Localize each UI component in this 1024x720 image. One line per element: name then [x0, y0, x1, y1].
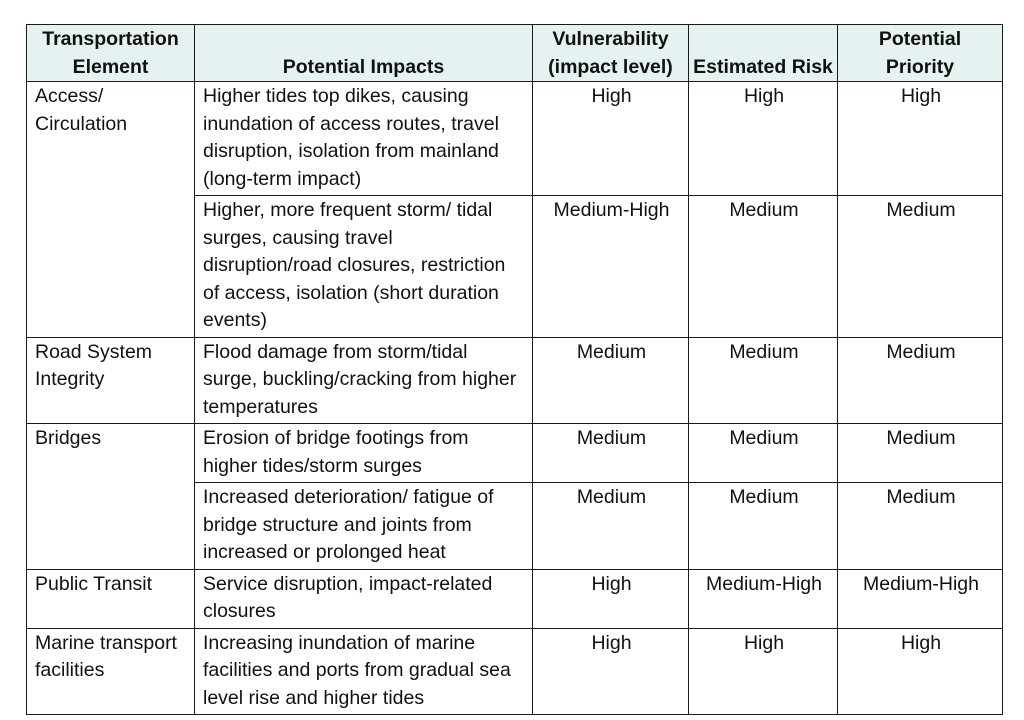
header-transportation-element: Transportation Element [27, 25, 195, 82]
vulnerability-cell: Medium [533, 337, 689, 424]
impact-cell: Higher, more frequent storm/ tidal surges, causing travel disruption/road closures, restriction of access, isolation (short duration events) [195, 196, 533, 338]
impact-cell: Flood damage from storm/tidal surge, buckling/cracking from higher temperatures [195, 337, 533, 424]
priority-cell: Medium [838, 424, 1003, 483]
impact-cell: Increasing inundation of marine facilities and ports from gradual sea level rise and higher tides [195, 628, 533, 715]
element-marine-transport-facilities: Marine transport facilities [27, 628, 195, 715]
element-road-system-integrity: Road System Integrity [27, 337, 195, 424]
transportation-risk-table [26, 24, 1003, 715]
risk-cell: High [689, 82, 838, 196]
vulnerability-cell: Medium [533, 483, 689, 570]
priority-cell: Medium [838, 337, 1003, 424]
header-vulnerability: Vulnerability (impact level) [533, 25, 689, 82]
table-row [27, 337, 1003, 424]
risk-cell: Medium [689, 196, 838, 338]
priority-cell: Medium-High [838, 569, 1003, 628]
element-public-transit: Public Transit [27, 569, 195, 628]
priority-cell: High [838, 82, 1003, 196]
risk-cell: Medium [689, 483, 838, 570]
element-bridges: Bridges [27, 424, 195, 570]
impact-cell: Service disruption, impact-related closures [195, 569, 533, 628]
table-row [27, 628, 1003, 715]
header-row [27, 25, 1003, 82]
priority-cell: Medium [838, 483, 1003, 570]
vulnerability-cell: High [533, 82, 689, 196]
risk-cell: Medium [689, 337, 838, 424]
element-access-circulation: Access/ Circulation [27, 82, 195, 338]
header-estimated-risk: Estimated Risk [689, 25, 838, 82]
risk-cell: Medium [689, 424, 838, 483]
impact-cell: Erosion of bridge footings from higher tides/storm surges [195, 424, 533, 483]
impact-cell: Higher tides top dikes, causing inundation of access routes, travel disruption, isolation from mainland (long-term impact) [195, 82, 533, 196]
risk-cell: High [689, 628, 838, 715]
vulnerability-cell: Medium [533, 424, 689, 483]
vulnerability-cell: Medium-High [533, 196, 689, 338]
vulnerability-cell: High [533, 628, 689, 715]
priority-cell: High [838, 628, 1003, 715]
table-row [27, 569, 1003, 628]
priority-cell: Medium [838, 196, 1003, 338]
header-potential-priority: Potential Priority [838, 25, 1003, 82]
impact-cell: Increased deterioration/ fatigue of bridge structure and joints from increased or prolonged heat [195, 483, 533, 570]
risk-cell: Medium-High [689, 569, 838, 628]
header-potential-impacts: Potential Impacts [195, 25, 533, 82]
table-row [27, 424, 1003, 483]
table-row [27, 82, 1003, 196]
vulnerability-cell: High [533, 569, 689, 628]
